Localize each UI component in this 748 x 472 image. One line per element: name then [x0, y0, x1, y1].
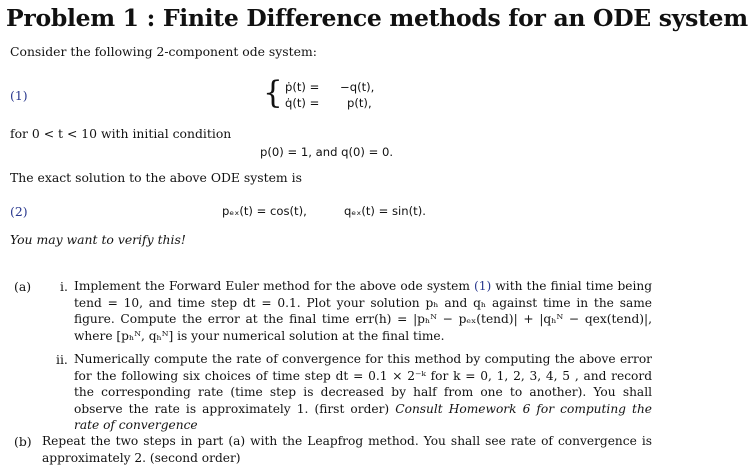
part-a-ii-text: [74, 351, 652, 434]
part-b-text: Repeat the two steps in part (a) with the Leapfrog method. You shall see rate of convergence is approximately 2. (second order): [42, 434, 652, 465]
part-a-i-label: i.: [60, 279, 68, 294]
verify-note: You may want to verify this!: [10, 232, 186, 247]
part-a-ii-label: ii.: [56, 352, 68, 367]
part-a-ii-note: Consult Homework 6 for computing the rate of convergence: [74, 401, 653, 433]
equation-2-label: (2): [10, 204, 28, 219]
exact-solution-intro: The exact solution to the above ODE system is: [10, 170, 302, 185]
part-a-label: (a): [14, 279, 32, 294]
equation-1-label: (1): [10, 88, 28, 103]
equation-1-row1-rhs: −q(t),: [340, 80, 375, 94]
part-a-i-text: [74, 278, 652, 344]
problem-title: Problem 1 : Finite Difference methods for an ODE system: [6, 4, 748, 32]
intro-text: Consider the following 2-component ode system:: [10, 44, 317, 59]
exact-q-solution: qₑₓ(t) = sin(t).: [344, 204, 426, 218]
part-a-ii-text-body: Numerically compute the rate of convergence for this method by computing the above error for the following six choices of time step dt = 0.1 × 2⁻ᵏ for k = 0, 1, 2, 3, 4, 5 , and record the corresponding rate (time step is decreased by half from one to another). You shall observe the rate is approximately 1. (first order): [74, 352, 652, 416]
part-b-label: (b): [14, 434, 32, 449]
initial-condition: p(0) = 1, and q(0) = 0.: [260, 145, 394, 159]
equation-1-row2-rhs: p(t),: [347, 96, 372, 110]
equation-1-row1-lhs: ṗ(t) =: [285, 80, 320, 94]
equation-reference-link[interactable]: (1): [474, 279, 492, 293]
exact-p-solution: pₑₓ(t) = cos(t),: [222, 204, 307, 218]
system-brace: {: [263, 75, 283, 111]
part-a-i-text-start: Implement the Forward Euler method for the above ode system: [74, 279, 470, 293]
interval-text: for 0 < t < 10 with initial condition: [10, 126, 232, 141]
part-a-i-text-end: with the finial time being tend = 10, and time step dt = 0.1. Plot your solution pₕ and qₕ against time in the same figure. Compute the error at the final time err(h) = |pₕᴺ − pₑₓ(tend)| + |qₕᴺ − qex(tend)|, where [pₕᴺ, qₕᴺ] is your numerical solution at the final time.: [74, 279, 653, 343]
equation-1-row2-lhs: q̇(t) =: [285, 96, 320, 110]
